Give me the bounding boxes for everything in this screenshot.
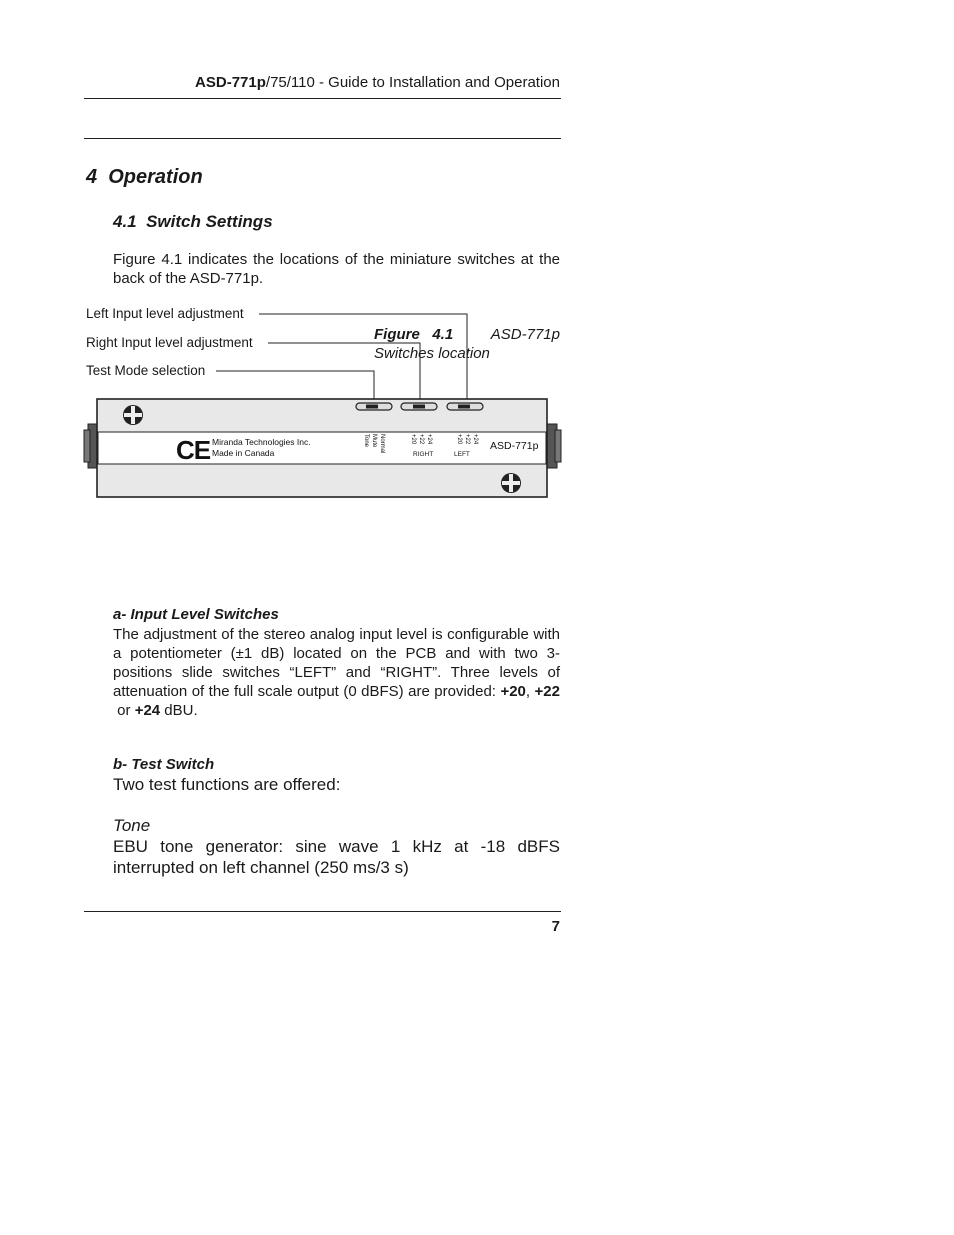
callout-right-input: Right Input level adjustment: [86, 335, 253, 350]
left-label: LEFT: [454, 451, 470, 458]
input-level-text: The adjustment of the stereo analog input level is configurable with a potentiometer (±1 dB) located on the PCB and with two 3-positions slide switches “LEFT” and “RIGHT”. Three levels of attenuation of the full scale output (0 dBFS) are provided:: [113, 626, 560, 700]
left-level-switch[interactable]: [447, 403, 483, 410]
test-position-tone: Tone: [363, 434, 369, 448]
screw-top-icon: [123, 405, 143, 425]
tone-paragraph: EBU tone generator: sine wave 1 kHz at -18 dBFS interrupted on left channel (250 ms/3 s): [113, 837, 560, 877]
callout-left-input: Left Input level adjustment: [86, 306, 244, 321]
level-sep-1: ,: [525, 683, 535, 700]
figure-model: ASD-771p: [490, 326, 560, 343]
figure-caption-text: Switches location: [374, 345, 490, 362]
panel-company: Miranda Technologies Inc.: [212, 437, 311, 447]
header-title: /75/110 - Guide to Installation and Operation: [265, 74, 560, 91]
left-connector: [84, 424, 98, 468]
header-model: ASD-771p: [195, 74, 266, 91]
right-level-24: +24: [426, 434, 432, 445]
test-position-mute: Mute: [371, 434, 377, 448]
input-level-unit: dBU.: [160, 702, 198, 719]
left-level-labels: [456, 434, 478, 445]
intro-paragraph: Figure 4.1 indicates the locations of the miniature switches at the back of the ASD-771p.: [113, 251, 560, 287]
level-22: +22: [534, 683, 560, 700]
callout-test-mode: Test Mode selection: [86, 363, 206, 378]
right-level-switch[interactable]: [401, 403, 437, 410]
section-title: 4 Operation: [86, 166, 203, 188]
rear-panel-figure: [0, 0, 954, 520]
right-connector: [547, 424, 561, 468]
right-level-22: +22: [418, 434, 424, 445]
left-level-24: +24: [472, 434, 478, 445]
level-24: +24: [134, 702, 161, 719]
test-mode-switch[interactable]: [356, 403, 392, 410]
right-label: RIGHT: [413, 451, 434, 458]
page-number: 7: [551, 918, 560, 935]
panel-model: ASD-771p: [490, 440, 539, 452]
test-switch-intro: Two test functions are offered:: [113, 775, 341, 794]
input-level-paragraph: [113, 625, 560, 720]
right-level-20: +20: [410, 434, 416, 445]
test-switch-heading: b- Test Switch: [113, 756, 215, 773]
ce-mark: CE: [176, 435, 211, 465]
test-position-normal: Normal: [379, 434, 385, 454]
left-level-22: +22: [464, 434, 470, 445]
tone-title: Tone: [113, 816, 151, 835]
footer-rule: [84, 911, 561, 912]
left-level-20: +20: [456, 434, 462, 445]
panel-made-in: Made in Canada: [212, 448, 275, 458]
subsection-title: 4.1 Switch Settings: [113, 212, 273, 231]
level-sep-2: or: [113, 702, 135, 719]
figure-label: Figure 4.1: [374, 326, 454, 343]
input-level-heading: a- Input Level Switches: [113, 606, 279, 623]
level-20: +20: [500, 683, 526, 700]
right-level-labels: [410, 434, 432, 445]
leader-lines: [216, 314, 467, 404]
screw-bottom-icon: [501, 473, 521, 493]
